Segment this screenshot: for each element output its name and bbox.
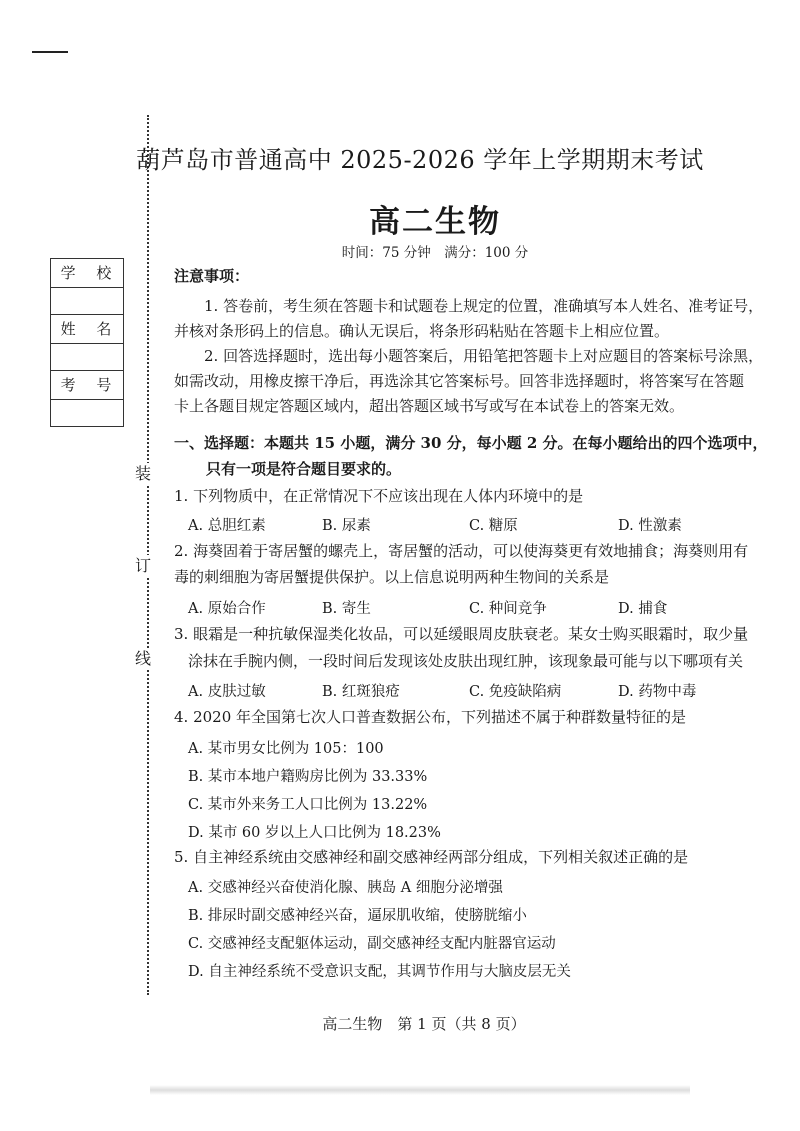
school-field — [51, 288, 123, 315]
binding-char-xian: 线 — [135, 649, 152, 668]
name-field — [51, 344, 123, 371]
q3-option-a: A. 皮肤过敏 — [188, 684, 266, 700]
q5-stem: 5. 自主神经系统由交感神经和副交感神经两部分组成，下列相关叙述正确的是 — [174, 848, 689, 866]
exam-time-score: 时间：75 分钟 满分：100 分 — [341, 245, 529, 261]
scan-mark — [32, 51, 68, 53]
name-label: 姓 名 — [51, 315, 123, 344]
q4-option-c: C. 某市外来务工人口比例为 13.22% — [188, 797, 428, 813]
q2-option-d: D. 捕食 — [618, 601, 668, 617]
q4-option-b: B. 某市本地户籍购房比例为 33.33% — [188, 769, 428, 785]
q2-option-c: C. 种间竞争 — [469, 601, 547, 617]
q5-option-c: C. 交感神经支配躯体运动，副交感神经支配内脏器官运动 — [188, 936, 556, 952]
q5-option-a: A. 交感神经兴奋使消化腺、胰岛 A 细胞分泌增强 — [188, 880, 503, 896]
binding-char-zhuang: 装 — [135, 464, 152, 483]
student-info-box — [50, 258, 124, 427]
q1-stem: 1. 下列物质中，在正常情况下不应该出现在人体内环境中的是 — [174, 487, 584, 505]
number-field — [51, 400, 123, 426]
q3-option-c: C. 免疫缺陷病 — [469, 684, 562, 700]
page-footer: 高二生物 第 1 页（共 8 页） — [322, 1015, 526, 1033]
notes-heading: 注意事项： — [174, 267, 250, 285]
q4-option-d: D. 某市 60 岁以上人口比例为 18.23% — [188, 825, 441, 841]
number-label: 考 号 — [51, 371, 123, 400]
school-label: 学 校 — [51, 259, 123, 288]
section1-heading: 一、选择题：本题共 15 小题，满分 30 分，每小题 2 分。在每小题给出的四个选项中， — [174, 434, 768, 452]
q4-stem: 4. 2020 年全国第七次人口普查数据公布，下列描述不属于种群数量特征的是 — [174, 708, 687, 726]
q4-option-a: A. 某市男女比例为 105：100 — [188, 741, 384, 757]
section1-heading-cont: 只有一项是符合题目要求的。 — [206, 460, 402, 478]
q1-option-d: D. 性激素 — [618, 518, 682, 534]
scan-shadow — [150, 1085, 690, 1095]
q2-stem-line1: 2. 海葵固着于寄居蟹的螺壳上，寄居蟹的活动，可以使海葵更有效地捕食；海葵则用有 — [174, 542, 749, 560]
notes-item2-line1: 2. 回答选择题时，选出每小题答案后，用铅笔把答题卡上对应题目的答案标号涂黑， — [204, 347, 764, 365]
q1-option-a: A. 总胆红素 — [188, 518, 266, 534]
exam-title: 葫芦岛市普通高中 2025-2026 学年上学期期末考试 — [136, 146, 704, 174]
notes-item1-line1: 1. 答卷前，考生须在答题卡和试题卷上规定的位置，准确填写本人姓名、准考证号， — [204, 297, 764, 315]
q3-stem-line1: 3. 眼霜是一种抗敏保湿类化妆品，可以延缓眼周皮肤衰老。某女士购买眼霜时，取少量 — [174, 625, 749, 643]
q3-option-d: D. 药物中毒 — [618, 684, 697, 700]
notes-item2-line2: 如需改动，用橡皮擦干净后，再选涂其它答案标号。回答非选择题时，将答案写在答题 — [174, 372, 745, 390]
q1-option-b: B. 尿素 — [322, 518, 371, 534]
q3-option-b: B. 红斑狼疮 — [322, 684, 400, 700]
q1-option-c: C. 糖原 — [469, 518, 518, 534]
notes-item2-line3: 卡上各题目规定答题区域内，超出答题区域书写或写在本试卷上的答案无效。 — [174, 397, 685, 415]
q2-option-b: B. 寄生 — [322, 601, 371, 617]
q2-stem-line2: 毒的刺细胞为寄居蟹提供保护。以上信息说明两种生物间的关系是 — [174, 568, 610, 586]
q5-option-b: B. 排尿时副交感神经兴奋，逼尿肌收缩，使膀胱缩小 — [188, 908, 527, 924]
exam-subject: 高二生物 — [369, 204, 501, 240]
notes-item1-line2: 并核对条形码上的信息。确认无误后，将条形码粘贴在答题卡上相应位置。 — [174, 322, 670, 340]
q2-option-a: A. 原始合作 — [188, 601, 266, 617]
binding-char-ding: 订 — [135, 556, 152, 575]
q3-stem-line2: 涂抹在手腕内侧，一段时间后发现该处皮肤出现红肿，该现象最可能与以下哪项有关 — [188, 652, 744, 670]
q5-option-d: D. 自主神经系统不受意识支配，其调节作用与大脑皮层无关 — [188, 964, 571, 980]
